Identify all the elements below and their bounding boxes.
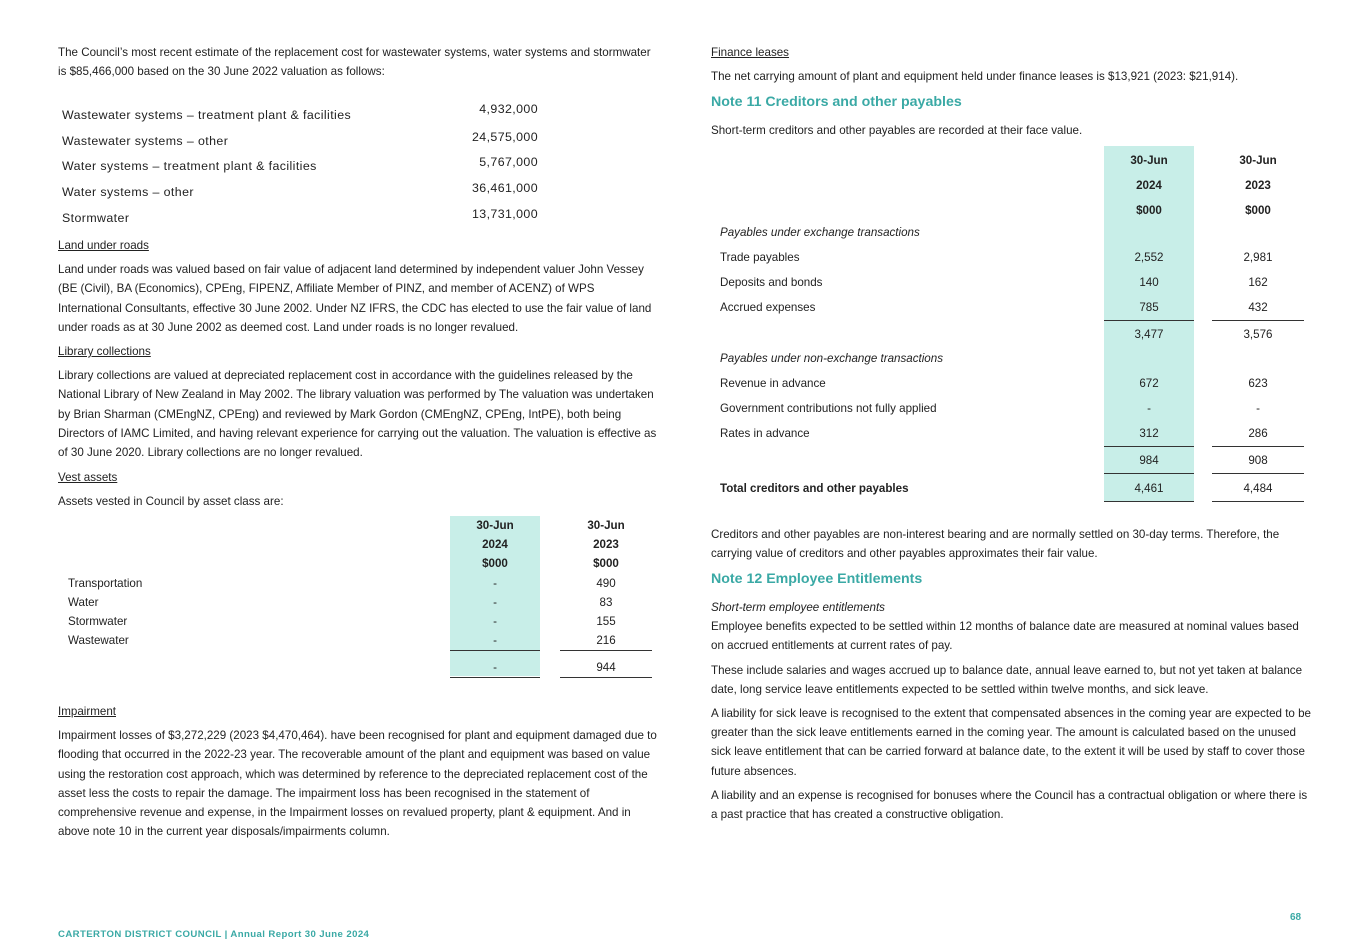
valuation-label: Water systems – other bbox=[62, 185, 194, 199]
finance-paragraph: The net carrying amount of plant and equipment held under finance leases is $13,921 (2023: $21,914). bbox=[711, 70, 1239, 84]
library-paragraph: Library collections are valued at depreciated replacement cost in accordance with the guidelines released by the National Library of New Zealand in May 2002. The library valuation was performed by The valuation was undertaken by Brian Sharman (CMEngNZ, CPEng) and reviewed by Mark Gordon (CMEngNZ, CPEng, IntPE), both being Directors of IAMC Limited, and having relevant experience for carrying out the valuation. The valuation is effective as of 30 June 2020. Library collections are no longer revalued. bbox=[58, 369, 657, 460]
vest-header-2023: 30-Jun 2023 $000 bbox=[587, 519, 625, 570]
note12-title: Note 12 Employee Entitlements bbox=[711, 571, 923, 587]
employee-paragraph-3: A liability for sick leave is recognised to the extent that compensated absences in the coming year are expected to be greater than the sick leave entitlements earned in the coming year. The amount is calculated based on the unused sick leave entitlement that can be carried forward at balance date, to the extent it will be used by staff to cover those future absences. bbox=[711, 707, 1311, 778]
valuation-amount: 5,767,000 bbox=[479, 155, 538, 169]
valuation-row bbox=[58, 209, 538, 229]
intro-paragraph: The Council’s most recent estimate of the replacement cost for wastewater systems, water systems and stormwater is $85,466,000 based on the 30 June 2022 valuation as follows: bbox=[58, 46, 651, 79]
footer-org: CARTERTON DISTRICT COUNCIL | Annual Report 30 June 2024 bbox=[58, 929, 370, 940]
left-column bbox=[58, 43, 658, 81]
land-section bbox=[58, 236, 658, 337]
vest-paragraph: Assets vested in Council by asset class are: bbox=[58, 495, 284, 509]
valuation-row bbox=[58, 183, 538, 203]
payables-header-2024: 30-Jun 2024 $000 bbox=[1130, 154, 1168, 217]
valuation-amount: 24,575,000 bbox=[471, 130, 538, 144]
note11-intro: Short-term creditors and other payables are recorded at their face value. bbox=[711, 124, 1083, 137]
valuation-label: Water systems – treatment plant & facilities bbox=[62, 159, 317, 173]
vest-header-2024: 30-Jun 2024 $000 bbox=[476, 519, 514, 570]
valuation-amount: 13,731,000 bbox=[471, 207, 538, 221]
total-rule-top-2023 bbox=[1212, 473, 1304, 474]
employee-paragraph-4: A liability and an expense is recognised for bonuses where the Council has a contractual obligation or where there is a past practice that has created a constructive obligation. bbox=[711, 788, 1308, 822]
total-rule-bottom-2024 bbox=[1104, 501, 1194, 502]
employee-section bbox=[711, 598, 1311, 824]
vest-total-rule-2024 bbox=[450, 677, 540, 678]
land-heading: Land under roads bbox=[58, 239, 149, 252]
valuation-row bbox=[58, 102, 538, 126]
vest-subtotal-rule-2024 bbox=[450, 650, 540, 651]
vest-total-rule-2023 bbox=[560, 677, 652, 678]
vest-section bbox=[58, 468, 658, 511]
total-rule-bottom-2023 bbox=[1212, 501, 1304, 502]
valuation-label: Wastewater systems – other bbox=[62, 134, 229, 148]
nonexchange-rule-2023 bbox=[1212, 446, 1304, 447]
employee-paragraph-2: These include salaries and wages accrued up to balance date, annual leave earned to, but not yet taken at balance date, long service leave entitlements expected to be settled within twelve months, and sick leave. bbox=[711, 663, 1303, 696]
library-section bbox=[58, 342, 658, 462]
valuation-list bbox=[58, 100, 538, 230]
finance-heading: Finance leases bbox=[711, 46, 789, 59]
valuation-label: Wastewater systems – treatment plant & facilities bbox=[62, 108, 352, 122]
valuation-label: Stormwater bbox=[62, 211, 130, 225]
valuation-amount: 36,461,000 bbox=[471, 181, 538, 195]
employee-paragraph-1: Employee benefits expected to be settled within 12 months of balance date are measured at nominal values based on accrued entitlements at current rates of pay. bbox=[711, 620, 1299, 653]
vest-subtotal-rule-2023 bbox=[560, 650, 652, 651]
short-term-heading: Short-term employee entitlements bbox=[711, 601, 885, 614]
payables-table: 30-Jun 2024 $000 30-Jun 2023 $000 Payables under exchange transactions Trade payables 2,552 2,981 Deposits and bonds 140 162 Accrued expenses 785 432 3,477 3,576 Payables under non-exchange transactions Revenue in advance 672 623 Government contributions not fully applied - - Rates in advance 312 286 984 908 Total creditors and other payables 4,461 4,484 bbox=[711, 146, 1311, 506]
nonexchange-rule-2024 bbox=[1104, 446, 1194, 447]
library-heading: Library collections bbox=[58, 345, 151, 358]
creditors-paragraph: Creditors and other payables are non-interest bearing and are normally settled on 30-day terms. Therefore, the carrying value of creditors and other payables approximates their fair value. bbox=[711, 528, 1280, 561]
payables-header-2023: 30-Jun 2023 $000 bbox=[1239, 154, 1277, 217]
nonexchange-heading: Payables under non-exchange transactions bbox=[720, 352, 944, 365]
impairment-heading: Impairment bbox=[58, 705, 116, 718]
exchange-heading: Payables under exchange transactions bbox=[720, 226, 920, 239]
exchange-rule-2024 bbox=[1104, 320, 1194, 321]
vest-table: 30-Jun 2024 $000 30-Jun 2023 $000 Transportation - 490 Water - 83 Stormwater - 155 Wastewater - 216 - 944 bbox=[58, 516, 658, 681]
valuation-amount: 4,932,000 bbox=[479, 102, 538, 116]
exchange-rule-2023 bbox=[1212, 320, 1304, 321]
land-paragraph: Land under roads was valued based on fair value of adjacent land determined by independent valuer John Vessey (BE (Civil), BA (Economics), CPEng, FIPENZ, Affiliate Member of PINZ, and member of ACENZ) of WPS International Consultants, effective 30 June 2002. Under NZ IFRS, the CDC has elected to use the fair value of land under roads as at 30 June 2002 as deemed cost. Land under roads is no longer revalued. bbox=[58, 263, 652, 334]
vest-heading: Vest assets bbox=[58, 471, 118, 484]
valuation-row bbox=[58, 157, 538, 177]
impairment-paragraph: Impairment losses of $3,272,229 (2023 $4,470,464). have been recognised for plant and equipment damaged due to flooding that occurred in the 2022-23 year. The recoverable amount of the plant and equipment was based on value using the restoration cost approach, which was determined by reference to the depreciated replacement cost of the asset less the costs to repair the damage. The impairment loss has been recognised in the statement of comprehensive revenue and expense, in the Impairment losses on revalued property, plant & equipment. And in above note 10 in the current year disposals/impairments column. bbox=[58, 729, 657, 839]
impairment-section bbox=[58, 702, 658, 841]
page-number: 68 bbox=[1290, 912, 1302, 923]
total-rule-top-2024 bbox=[1104, 473, 1194, 474]
valuation-row bbox=[58, 132, 538, 152]
finance-section bbox=[711, 43, 1311, 86]
note11-title: Note 11 Creditors and other payables bbox=[711, 94, 962, 110]
